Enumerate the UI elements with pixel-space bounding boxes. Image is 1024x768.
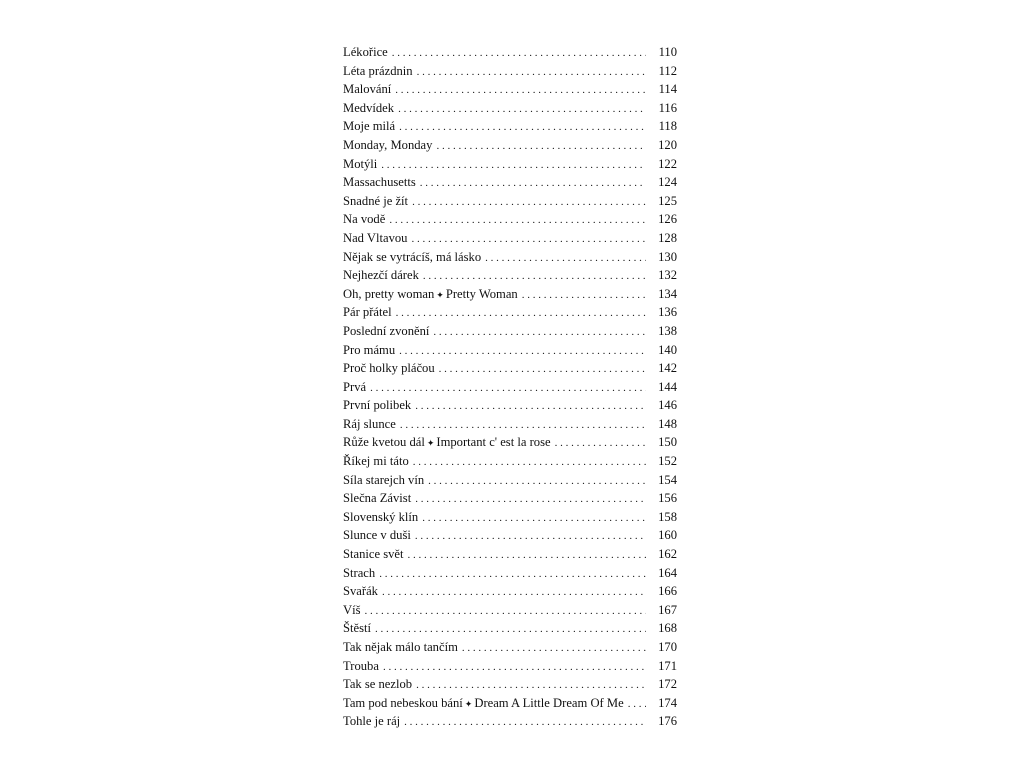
toc-entry-title <box>343 341 399 360</box>
dot-leader <box>404 713 646 732</box>
toc-entry <box>343 155 677 174</box>
toc-entry <box>343 601 677 620</box>
toc-entry-page-number: 146 <box>658 398 677 413</box>
toc-entry-title-text: Léta prázdnin <box>343 63 413 78</box>
toc-entry-title <box>343 155 381 174</box>
toc-entry-title-text: Říkej mi táto <box>343 454 409 469</box>
toc-entry-title-text: Trouba <box>343 658 379 673</box>
toc-entry-title-text: Nějak se vytrácíš, má lásko <box>343 249 482 264</box>
toc-entry-title-text: Tak se nezlob <box>343 677 413 692</box>
toc-entry-title-text: Motýli <box>343 156 378 171</box>
toc-entry <box>343 619 677 638</box>
toc-entry-title-text: Nad Vltavou <box>343 230 408 245</box>
toc-entry-title-text: Tohle je ráj <box>343 714 401 729</box>
toc-entry-page-number: 156 <box>658 491 677 506</box>
toc-entry-page-number: 130 <box>658 249 677 264</box>
toc-entry-alt-title: Pretty Woman <box>445 286 518 301</box>
toc-entry <box>343 452 677 471</box>
dot-leader <box>522 286 646 305</box>
toc-entry-page-number: 110 <box>658 45 677 59</box>
toc-entry-alt-title: Important c' est la rose <box>436 435 551 450</box>
toc-entry <box>343 173 677 192</box>
toc-entry-page-number: 172 <box>658 677 677 692</box>
toc-entry-title-text: Poslední zvonění <box>343 323 430 338</box>
toc-entry-page-number: 164 <box>658 565 677 580</box>
toc-entry-title <box>343 452 413 471</box>
dot-leader <box>398 100 646 119</box>
toc-entry-title <box>343 210 389 229</box>
toc-entry-page-number: 171 <box>658 658 677 673</box>
dot-leader <box>417 63 646 82</box>
toc-entry <box>343 545 677 564</box>
dot-leader <box>408 546 646 565</box>
toc-entry-page-number: 150 <box>658 435 677 450</box>
toc-entry-page-number: 148 <box>658 416 677 431</box>
toc-entry <box>343 396 677 415</box>
toc-entry <box>343 433 677 452</box>
toc-entry <box>343 675 677 694</box>
dot-leader <box>416 676 646 695</box>
dot-leader <box>555 434 646 453</box>
toc-entry-page-number: 118 <box>658 119 677 134</box>
dot-leader <box>422 509 646 528</box>
table-of-contents <box>343 43 677 731</box>
toc-entry <box>343 526 677 545</box>
toc-entry-title-text: Malování <box>343 82 392 97</box>
toc-entry-title <box>343 378 370 397</box>
toc-entry-title <box>343 508 422 527</box>
dot-leader <box>423 267 646 286</box>
toc-entry-title-text: Medvídek <box>343 100 395 115</box>
dot-leader <box>420 174 646 193</box>
toc-entry-page-number: 120 <box>658 137 677 152</box>
dot-leader <box>411 230 646 249</box>
toc-entry-title-text: Strach <box>343 565 376 580</box>
toc-entry-page-number: 124 <box>658 175 677 190</box>
dot-leader <box>399 118 646 137</box>
toc-entry <box>343 638 677 657</box>
toc-entry-title-text: Monday, Monday <box>343 137 433 152</box>
toc-entry-title-text: Na vodě <box>343 212 386 227</box>
toc-entry <box>343 192 677 211</box>
toc-entry-title-text: Proč holky pláčou <box>343 361 435 376</box>
toc-entry-title-text: Růže kvetou dál <box>343 435 425 450</box>
toc-entry-alt-title: Dream A Little Dream Of Me <box>474 695 624 710</box>
dot-leader <box>415 527 646 546</box>
toc-entry <box>343 322 677 341</box>
dot-leader <box>365 602 647 621</box>
toc-entry-title-text: Tam pod nebeskou bání <box>343 695 463 710</box>
toc-entry-title-text: Nejhezčí dárek <box>343 268 419 283</box>
toc-entry <box>343 303 677 322</box>
toc-entry-page-number: 142 <box>658 361 677 376</box>
dot-leader <box>396 304 646 323</box>
toc-entry-title <box>343 43 392 62</box>
toc-entry-title <box>343 173 420 192</box>
toc-entry-title <box>343 675 416 694</box>
toc-entry <box>343 117 677 136</box>
toc-entry-title <box>343 266 423 285</box>
toc-entry <box>343 657 677 676</box>
toc-entry-title <box>343 526 415 545</box>
dot-leader <box>413 453 646 472</box>
toc-entry <box>343 99 677 118</box>
toc-entry-page-number: 158 <box>658 509 677 524</box>
toc-entry-title <box>343 229 411 248</box>
toc-entry-title <box>343 619 375 638</box>
toc-entry-title <box>343 303 396 322</box>
toc-entry-title-text: Snadné je žít <box>343 193 409 208</box>
dot-leader <box>415 490 646 509</box>
toc-entry-page-number: 114 <box>658 82 677 97</box>
toc-entry-page-number: 112 <box>658 63 677 78</box>
dot-leader <box>433 323 646 342</box>
toc-entry-title <box>343 601 365 620</box>
toc-entry-page-number: 160 <box>658 528 677 543</box>
toc-entry-title <box>343 415 400 434</box>
toc-entry-page-number: 154 <box>658 472 677 487</box>
toc-entry-page-number: 116 <box>658 100 677 115</box>
toc-entry <box>343 508 677 527</box>
dot-leader <box>375 620 646 639</box>
toc-entry-page-number: 168 <box>658 621 677 636</box>
toc-entry <box>343 378 677 397</box>
toc-entry <box>343 582 677 601</box>
toc-entry-title-text: Slovenský klín <box>343 509 419 524</box>
toc-entry <box>343 210 677 229</box>
dot-leader <box>392 44 646 63</box>
star-separator-icon: ✦ <box>464 698 473 709</box>
toc-entry-page-number: 134 <box>658 286 677 301</box>
dot-leader <box>436 137 646 156</box>
toc-entry-page-number: 170 <box>658 640 677 654</box>
toc-entry-title-text: Lékořice <box>343 45 388 59</box>
toc-entry-page-number: 132 <box>658 268 677 283</box>
toc-entry-title <box>343 471 428 490</box>
toc-entry-page-number: 152 <box>658 454 677 469</box>
toc-entry-title <box>343 359 439 378</box>
toc-entry-title <box>343 712 404 731</box>
dot-leader <box>485 249 646 268</box>
toc-entry-title-text: Massachusetts <box>343 175 416 190</box>
toc-entry <box>343 285 677 304</box>
toc-entry-title <box>343 80 395 99</box>
dot-leader <box>389 211 646 230</box>
dot-leader <box>381 156 646 175</box>
toc-entry-page-number: 136 <box>658 305 677 320</box>
toc-entry-title <box>343 638 462 657</box>
toc-entry-page-number: 125 <box>658 193 677 208</box>
toc-entry <box>343 564 677 583</box>
toc-entry-title-text: Pár přátel <box>343 305 392 320</box>
toc-entry-title <box>343 117 399 136</box>
toc-entry-page-number: 128 <box>658 230 677 245</box>
toc-entry-page-number: 126 <box>658 212 677 227</box>
toc-entry-title <box>343 136 436 155</box>
toc-entry-title-text: Víš <box>343 602 361 617</box>
toc-entry <box>343 43 677 62</box>
toc-entry-title-text: Oh, pretty woman <box>343 286 435 301</box>
toc-entry-title-text: Svařák <box>343 584 378 599</box>
toc-entry-page-number: 144 <box>658 379 677 394</box>
dot-leader <box>400 416 646 435</box>
toc-entry-title-text: První polibek <box>343 398 412 413</box>
toc-entry-title <box>343 285 522 305</box>
toc-entry <box>343 415 677 434</box>
dot-leader <box>412 193 646 212</box>
dot-leader <box>395 81 646 100</box>
toc-entry <box>343 80 677 99</box>
dot-leader <box>439 360 646 379</box>
toc-entry-title-text: Pro mámu <box>343 342 396 357</box>
toc-entry-page-number: 140 <box>658 342 677 357</box>
toc-entry <box>343 694 677 713</box>
toc-entry-page-number: 138 <box>658 323 677 338</box>
dot-leader <box>399 342 646 361</box>
toc-entry-title-text: Slunce v duši <box>343 528 411 543</box>
toc-entry-title <box>343 657 383 676</box>
dot-leader <box>382 583 646 602</box>
toc-entry-title <box>343 99 398 118</box>
toc-entry-title-text: Prvá <box>343 379 367 394</box>
toc-entry-title-text: Slečna Závist <box>343 491 412 506</box>
dot-leader <box>628 695 646 714</box>
dot-leader <box>428 472 646 491</box>
dot-leader <box>462 639 646 658</box>
toc-entry-title <box>343 564 379 583</box>
toc-entry-page-number: 174 <box>658 695 677 710</box>
toc-entry-title-text: Stanice svět <box>343 547 404 562</box>
toc-entry-title-text: Moje milá <box>343 119 396 134</box>
toc-entry <box>343 229 677 248</box>
toc-entry <box>343 248 677 267</box>
star-separator-icon: ✦ <box>426 438 435 449</box>
toc-entry-title-text: Tak nějak málo tančím <box>343 640 458 654</box>
toc-entry <box>343 266 677 285</box>
toc-entry <box>343 136 677 155</box>
toc-entry <box>343 471 677 490</box>
toc-entry-page-number: 162 <box>658 547 677 562</box>
toc-entry <box>343 359 677 378</box>
toc-entry-title <box>343 62 417 81</box>
dot-leader <box>415 397 646 416</box>
toc-entry-page-number: 166 <box>658 584 677 599</box>
toc-entry-title <box>343 694 628 714</box>
toc-entry <box>343 62 677 81</box>
toc-entry-page-number: 122 <box>658 156 677 171</box>
toc-entry-title <box>343 545 408 564</box>
toc-entry <box>343 489 677 508</box>
toc-entry <box>343 341 677 360</box>
toc-entry-title-text: Ráj slunce <box>343 416 396 431</box>
toc-entry-page-number: 167 <box>658 602 677 617</box>
toc-entry-title <box>343 489 415 508</box>
toc-entry-title-text: Síla starejch vín <box>343 472 425 487</box>
toc-entry-page-number: 176 <box>658 714 677 729</box>
toc-entry-title <box>343 322 433 341</box>
dot-leader <box>379 565 646 584</box>
toc-entry-title <box>343 582 382 601</box>
toc-entry-title <box>343 433 555 453</box>
toc-entry-title <box>343 396 415 415</box>
dot-leader <box>370 379 646 398</box>
dot-leader <box>383 658 646 677</box>
toc-entry <box>343 712 677 731</box>
toc-entry-title-text: Štěstí <box>343 621 371 636</box>
star-separator-icon: ✦ <box>436 289 444 300</box>
toc-entry-title <box>343 248 485 267</box>
toc-entry-title <box>343 192 412 211</box>
